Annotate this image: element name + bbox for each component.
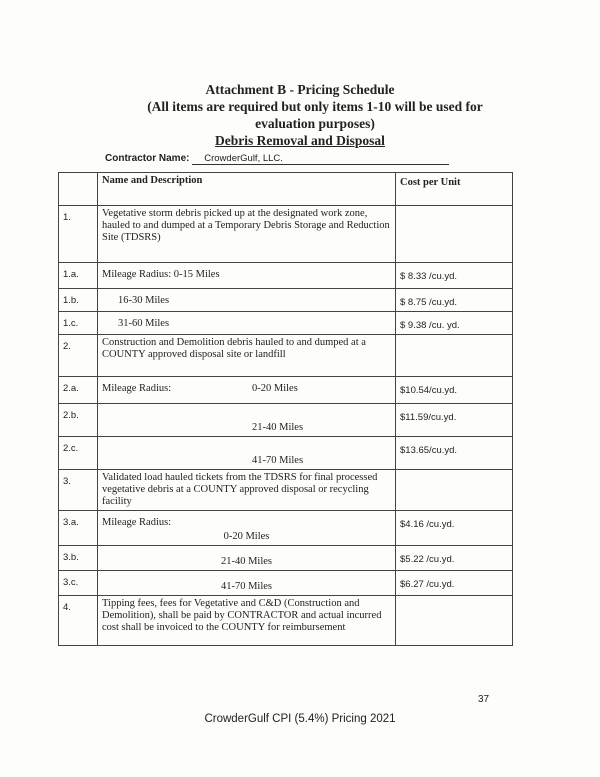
item-number: 3.b.	[59, 546, 98, 571]
item-cost	[396, 335, 513, 377]
item-cost: $10.54/cu.yd.	[396, 377, 513, 404]
mileage-range: 0-20 Miles	[223, 531, 270, 542]
table-row	[59, 511, 513, 546]
item-number: 2.a.	[59, 377, 98, 404]
item-number: 1.a.	[59, 263, 98, 289]
header-cost: Cost per Unit	[396, 173, 513, 206]
section-heading: Debris Removal and Disposal	[215, 133, 385, 148]
table-row	[59, 571, 513, 596]
table-row	[59, 470, 513, 511]
item-description: Validated load hauled tickets from the TDSRS for final processed vegetative debris at a COUNTY approved disposal or recycling facility	[98, 470, 396, 511]
page-number: 37	[478, 694, 490, 705]
header-num	[59, 173, 98, 206]
table-row	[59, 437, 513, 470]
item-cost: $4.16 /cu.yd.	[396, 511, 513, 546]
table-row	[59, 289, 513, 312]
item-number: 4.	[59, 596, 98, 646]
doc-subtitle-1: (All items are required but only items 1-10 will be used for	[147, 99, 483, 114]
item-description	[98, 571, 396, 596]
item-description: Tipping fees, fees for Vegetative and C&D (Construction and Demolition), shall be paid by CONTRACTOR and actual incurred cost shall be invoiced to the COUNTY for reimbursement	[98, 596, 396, 646]
table-row	[59, 596, 513, 646]
item-description: Mileage Radius: 0-15 Miles	[98, 263, 396, 289]
contractor-label: Contractor Name:	[105, 153, 190, 164]
item-cost: $13.65/cu.yd.	[396, 437, 513, 470]
item-cost: $11.59/cu.yd.	[396, 404, 513, 437]
table-row	[59, 377, 513, 404]
table-row	[59, 404, 513, 437]
item-number: 2.	[59, 335, 98, 377]
table-row	[59, 206, 513, 263]
table-row	[59, 263, 513, 289]
item-cost: $ 9.38 /cu. yd.	[396, 312, 513, 335]
table-header	[59, 173, 513, 206]
item-cost: $5.22 /cu.yd.	[396, 546, 513, 571]
item-description: 31-60 Miles	[98, 312, 396, 335]
doc-title: Attachment B - Pricing Schedule	[205, 82, 395, 97]
item-cost	[396, 596, 513, 646]
mileage-range: 41-70 Miles	[252, 455, 304, 466]
mileage-label: Mileage Radius:	[102, 383, 172, 394]
mileage-range: 0-20 Miles	[252, 383, 298, 394]
item-description: Vegetative storm debris picked up at the designated work zone, hauled to and dumped at a Temporary Debris Storage and Reduction Site (TDSRS)	[98, 206, 396, 263]
page-footer: CrowderGulf CPI (5.4%) Pricing 2021	[204, 713, 396, 725]
item-cost	[396, 470, 513, 511]
table-row	[59, 335, 513, 377]
table-row	[59, 546, 513, 571]
item-description: Construction and Demolition debris hauled to and dumped at a COUNTY approved disposal site or landfill	[98, 335, 396, 377]
mileage-range: 41-70 Miles	[220, 581, 273, 592]
mileage-label: Mileage Radius:	[102, 517, 172, 528]
item-number: 3.c.	[59, 571, 98, 596]
item-number: 1.	[59, 206, 98, 263]
item-description	[98, 377, 396, 404]
header-description: Name and Description	[98, 173, 396, 206]
item-number: 2.b.	[59, 404, 98, 437]
contractor-line	[105, 153, 449, 165]
item-description: 16-30 Miles	[98, 289, 396, 312]
item-description	[98, 437, 396, 470]
item-cost: $ 8.75 /cu.yd.	[396, 289, 513, 312]
item-description	[98, 511, 396, 546]
item-number: 1.c.	[59, 312, 98, 335]
mileage-range: 21-40 Miles	[252, 422, 304, 433]
item-cost: $ 8.33 /cu.yd.	[396, 263, 513, 289]
table-row	[59, 312, 513, 335]
item-number: 2.c.	[59, 437, 98, 470]
mileage-range: 21-40 Miles	[220, 556, 273, 567]
item-cost: $6.27 /cu.yd.	[396, 571, 513, 596]
item-description	[98, 404, 396, 437]
item-cost	[396, 206, 513, 263]
pricing-table	[58, 172, 513, 646]
item-number: 1.b.	[59, 289, 98, 312]
contractor-name: CrowderGulf, LLC.	[192, 153, 449, 165]
item-number: 3.	[59, 470, 98, 511]
item-description	[98, 546, 396, 571]
item-number: 3.a.	[59, 511, 98, 546]
doc-subtitle-2: evaluation purposes)	[255, 116, 375, 131]
